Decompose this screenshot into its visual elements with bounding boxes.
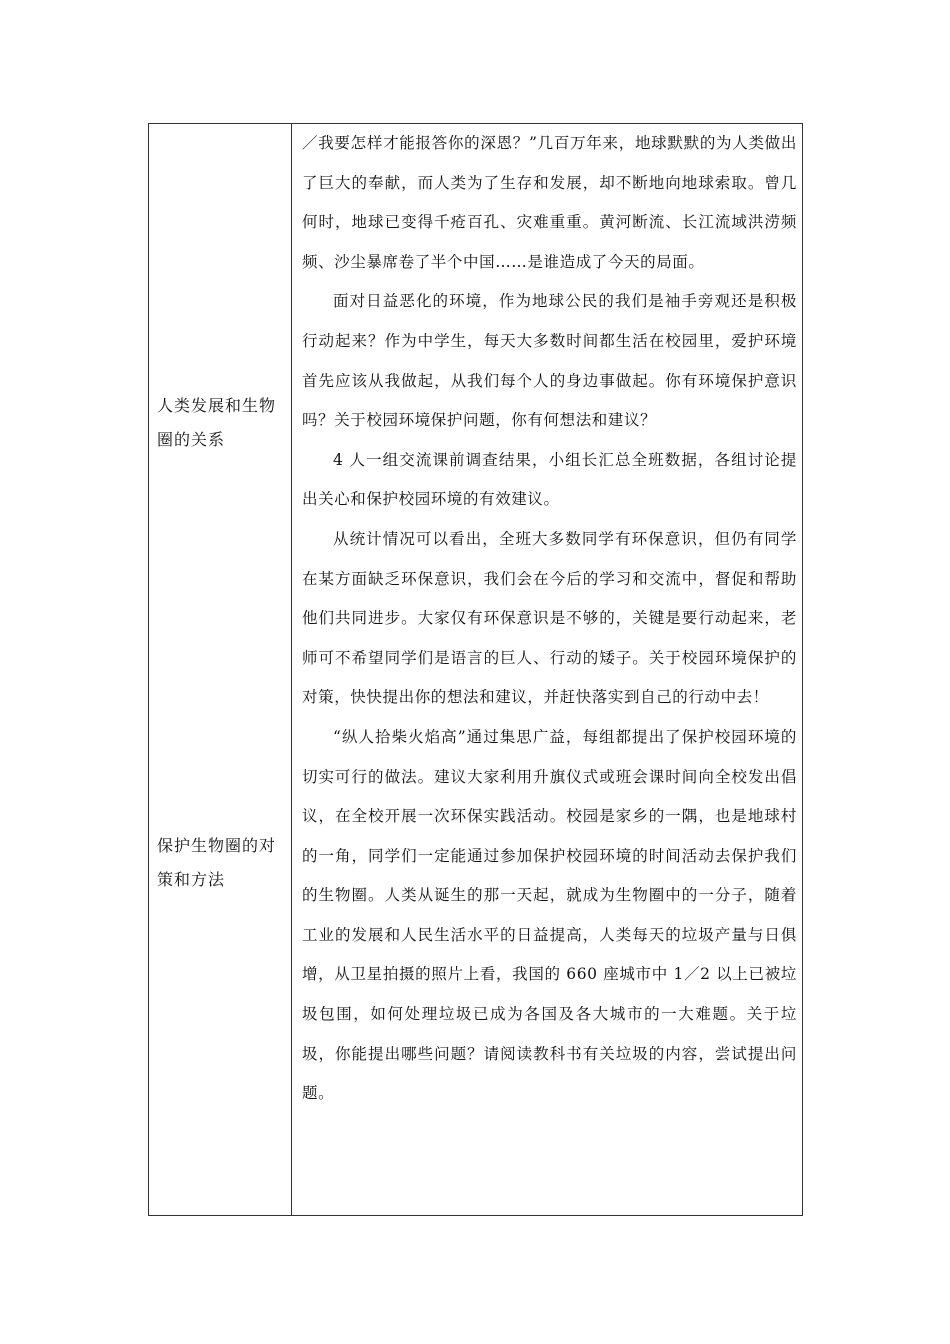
paragraph-group-discussion: 4 人一组交流课前调查结果，小组长汇总全班数据，各组讨论提出关心和保护校园环境的有效建议。 [302,450,797,509]
paragraph-environment: 面对日益恶化的环境，作为地球公民的我们是袖手旁观还是积极行动起来？作为中学生，每天大多数时间都生活在校园里，爱护环境首先应该从我做起，从我们每个人的身边事做起。你有环境保护意识吗？关于校园环境保护问题，你有何想法和建议？ [302,292,797,430]
paragraph-statistics: 从统计情况可以看出，全班大多数同学有环保意识，但仍有同学在某方面缺乏环保意识，我们会在今后的学习和交流中，督促和帮助他们共同进步。大家仅有环保意识是不够的，关键是要行动起来，老师可不希望同学们是语言的巨人、行动的矮子。关于校园环境保护的对策，快快提出你的想法和建议，并赶快落实到自己的行动中去！ [302,529,797,707]
lesson-table [148,123,803,1216]
column-divider [291,124,292,1215]
row-label-protection-methods: 保护生物圈的对策和方法 [157,836,277,889]
lesson-content [302,124,797,1114]
paragraph-continuation: ／我要怎样才能报答你的深恩？”几百万年来，地球默默的为人类做出了巨大的奉献，而人类为了生存和发展，却不断地向地球索取。曾几何时，地球已变得千疮百孔、灾难重重。黄河断流、长江流域洪涝频频、沙尘暴席卷了半个中国……是谁造成了今天的局面。 [302,134,797,271]
row-label-human-biosphere: 人类发展和生物圈的关系 [157,396,277,449]
paragraph-proposals: “纵人拾柴火焰高”通过集思广益，每组都提出了保护校园环境的切实可行的做法。建议大家利用升旗仪式或班会课时间向全校发出倡议，在全校开展一次环保实践活动。校园是家乡的一隅，也是地球村的一角，同学们一定能通过参加保护校园环境的时间活动去保护我们的生物圈。人类从诞生的那一天起，就成为生物圈中的一分子，随着工业的发展和人民生活水平的日益提高，人类每天的垃圾产量与日俱增，从卫星拍摄的照片上看，我国的 660 座城市中 1／2 以上已被垃圾包围，如何处理垃圾已成为各国及各大城市的一大难题。关于垃圾，你能提出哪些问题？请阅读教科书有关垃圾的内容，尝试提出问题。 [302,727,797,1103]
